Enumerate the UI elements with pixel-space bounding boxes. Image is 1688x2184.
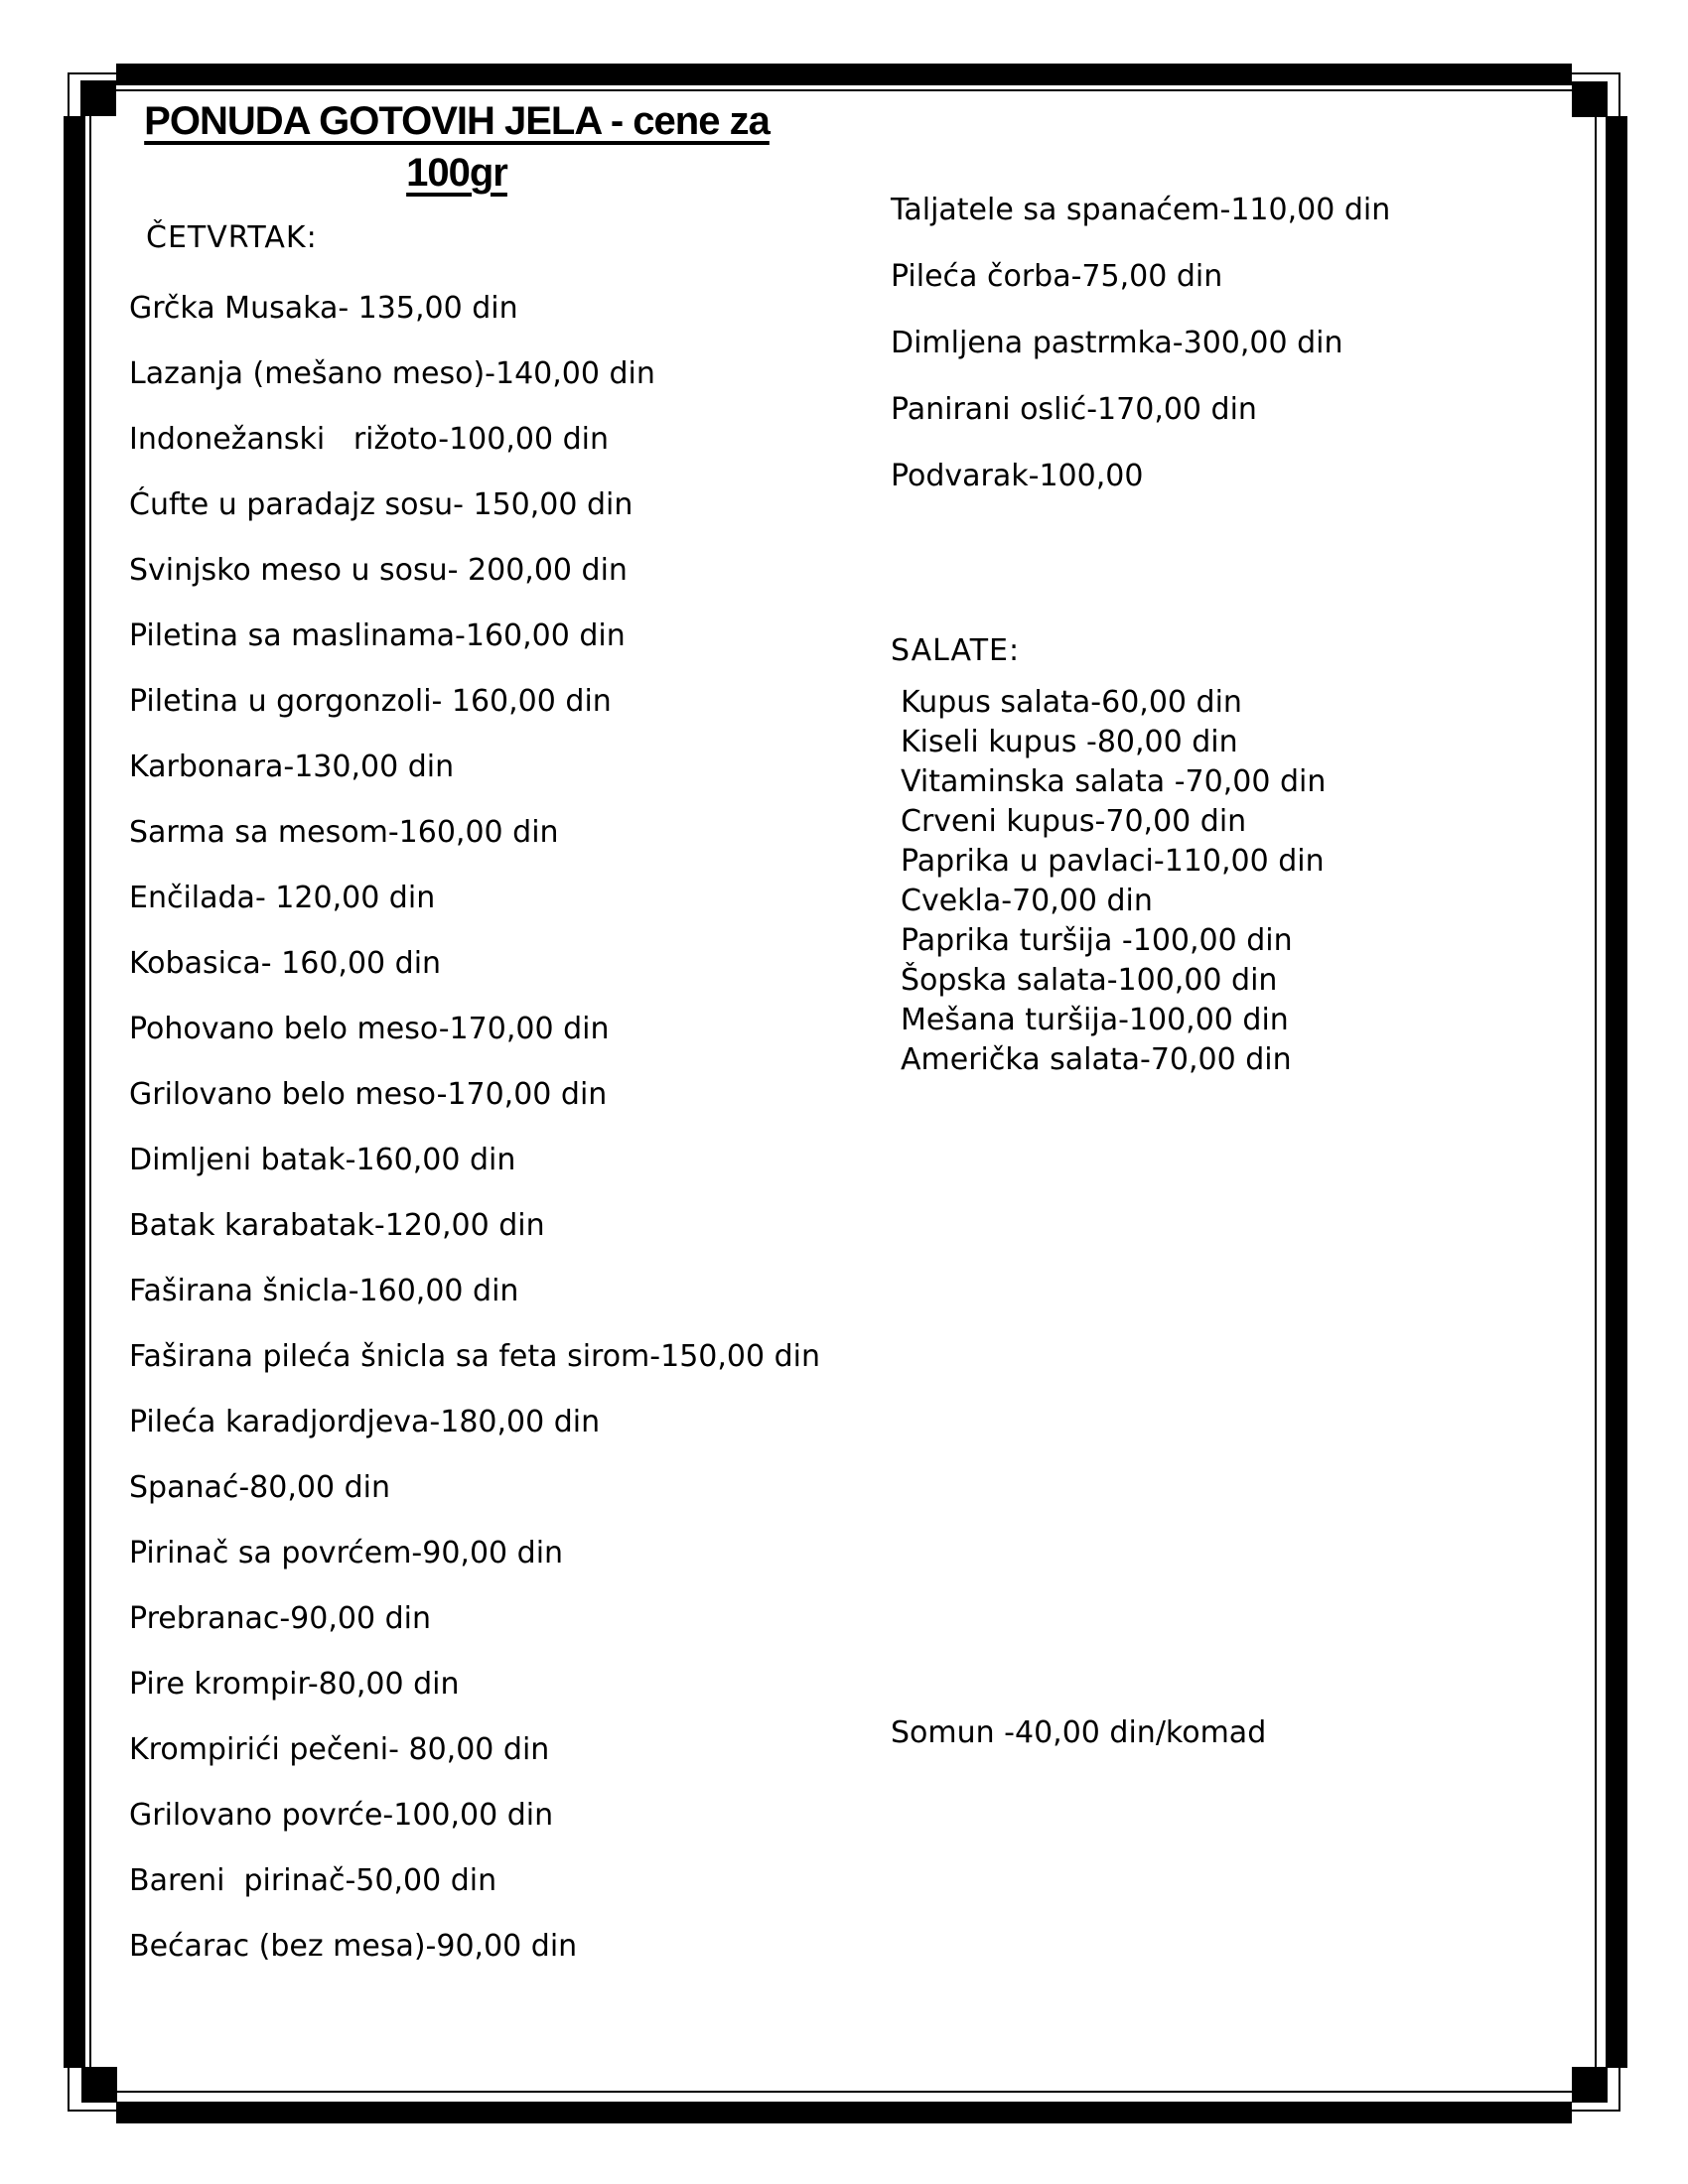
salad-item: Mešana turšija-100,00 din xyxy=(901,1003,1289,1037)
menu-item: Panirani oslić-170,00 din xyxy=(891,392,1257,427)
menu-item: Dimljeni batak-160,00 din xyxy=(129,1143,516,1177)
salad-list xyxy=(901,683,1326,1080)
menu-item: Pileća karadjordjeva-180,00 din xyxy=(129,1405,601,1439)
menu-item: Krompirići pečeni- 80,00 din xyxy=(129,1732,550,1767)
menu-item: Bareni pirinač-50,00 din xyxy=(129,1863,497,1898)
menu-item: Faširana šnicla-160,00 din xyxy=(129,1274,519,1308)
menu-item: Pire krompir-80,00 din xyxy=(129,1667,460,1702)
menu-item: Grilovano povrće-100,00 din xyxy=(129,1798,554,1833)
menu-item: Prebranac-90,00 din xyxy=(129,1601,431,1636)
page-title xyxy=(114,95,799,199)
salads-header: SALATE: xyxy=(891,633,1021,668)
page-title-line2: 100gr xyxy=(406,151,507,195)
menu-item: Lazanja (mešano meso)-140,00 din xyxy=(129,356,655,391)
salad-item: Paprika u pavlaci-110,00 din xyxy=(901,844,1325,879)
border-corner-hook xyxy=(68,72,70,118)
border-corner-hook xyxy=(68,2066,70,2112)
border-left-bar xyxy=(64,116,85,2068)
salad-item: Šopska salata-100,00 din xyxy=(901,963,1278,998)
border-top-bar xyxy=(116,64,1572,85)
menu-item: Kobasica- 160,00 din xyxy=(129,946,442,981)
menu-item: Grilovano belo meso-170,00 din xyxy=(129,1077,608,1112)
salad-item: Cvekla-70,00 din xyxy=(901,884,1153,918)
menu-item: Taljatele sa spanaćem-110,00 din xyxy=(891,193,1391,227)
salad-item: Paprika turšija -100,00 din xyxy=(901,923,1293,958)
menu-item: Grčka Musaka- 135,00 din xyxy=(129,291,518,326)
menu-item: Indonežanski rižoto-100,00 din xyxy=(129,422,609,457)
border-corner-hook xyxy=(1571,72,1620,74)
border-corner-hook xyxy=(68,2110,117,2112)
menu-item: Pohovano belo meso-170,00 din xyxy=(129,1012,610,1046)
border-corner-block xyxy=(1572,2067,1608,2103)
menu-item: Spanać-80,00 din xyxy=(129,1470,390,1505)
salad-item: Američka salata-70,00 din xyxy=(901,1042,1292,1077)
menu-item: Podvarak-100,00 xyxy=(891,459,1144,493)
border-corner-hook xyxy=(1571,2110,1620,2112)
salad-item: Crveni kupus-70,00 din xyxy=(901,804,1247,839)
border-corner-hook xyxy=(1618,2066,1620,2112)
menu-item: Enčilada- 120,00 din xyxy=(129,881,436,915)
right-menu-column xyxy=(891,177,1390,509)
menu-item: Ćufte u paradajz sosu- 150,00 din xyxy=(129,487,633,522)
salad-item: Kupus salata-60,00 din xyxy=(901,685,1242,720)
border-corner-block xyxy=(1572,81,1608,117)
border-right-bar xyxy=(1606,116,1627,2068)
border-corner-block xyxy=(80,80,116,116)
menu-item: Karbonara-130,00 din xyxy=(129,750,455,784)
menu-item: Sarma sa mesom-160,00 din xyxy=(129,815,559,850)
bread-item: Somun -40,00 din/komad xyxy=(891,1715,1267,1750)
border-corner-hook xyxy=(1618,72,1620,118)
salad-item: Kiseli kupus -80,00 din xyxy=(901,725,1238,759)
border-bottom-bar xyxy=(116,2102,1572,2123)
menu-item: Pirinač sa povrćem-90,00 din xyxy=(129,1536,564,1570)
menu-item: Piletina u gorgonzoli- 160,00 din xyxy=(129,684,612,719)
left-menu-column xyxy=(129,276,820,1979)
menu-item: Bećarac (bez mesa)-90,00 din xyxy=(129,1929,578,1964)
day-header: ČETVRTAK: xyxy=(146,220,318,255)
menu-item: Piletina sa maslinama-160,00 din xyxy=(129,618,626,653)
menu-item: Dimljena pastrmka-300,00 din xyxy=(891,326,1343,360)
menu-item: Pileća čorba-75,00 din xyxy=(891,259,1223,294)
border-corner-hook xyxy=(68,72,117,74)
menu-item: Svinjsko meso u sosu- 200,00 din xyxy=(129,553,628,588)
page-title-line1: PONUDA GOTOVIH JELA - cene za xyxy=(144,99,770,143)
menu-item: Batak karabatak-120,00 din xyxy=(129,1208,545,1243)
salad-item: Vitaminska salata -70,00 din xyxy=(901,764,1327,799)
menu-item: Faširana pileća šnicla sa feta sirom-150,00 din xyxy=(129,1339,821,1374)
border-corner-block xyxy=(81,2067,117,2103)
